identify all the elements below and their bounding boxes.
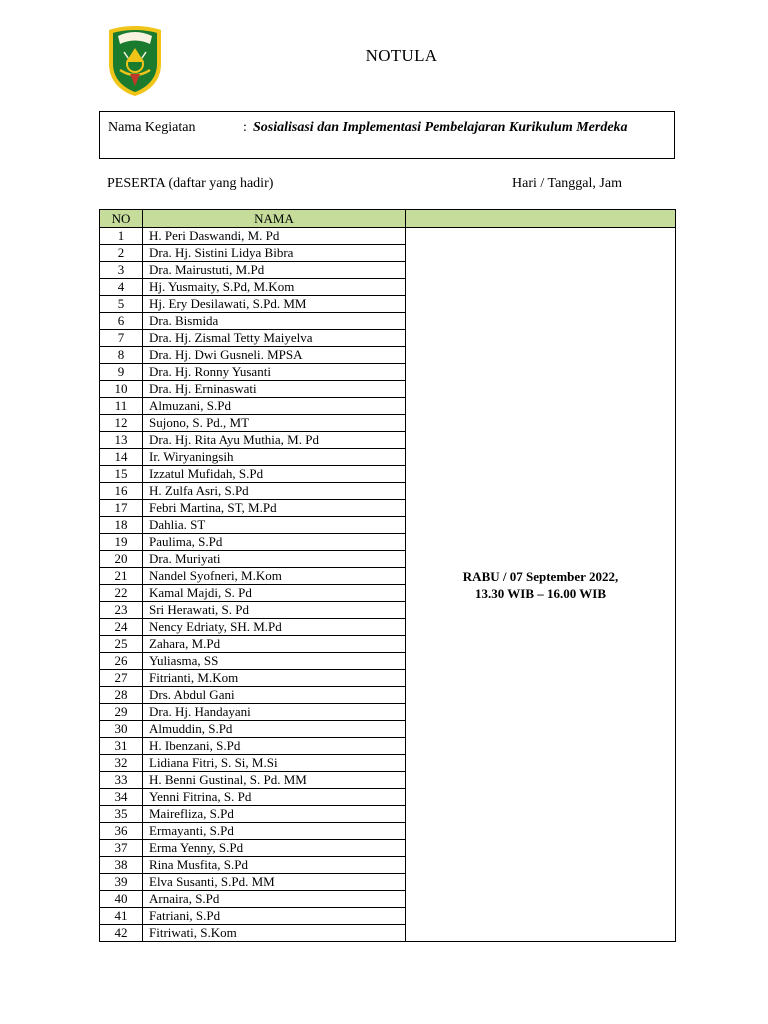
row-number: 42 [100,925,143,942]
row-number: 17 [100,500,143,517]
row-number: 34 [100,789,143,806]
row-number: 18 [100,517,143,534]
participant-name: Dra. Hj. Rita Ayu Muthia, M. Pd [143,432,406,449]
table-row [100,228,676,245]
participant-name: Izzatul Mufidah, S.Pd [143,466,406,483]
row-number: 16 [100,483,143,500]
column-header-no: NO [100,210,143,228]
column-header-date [406,210,676,228]
date-time-label: Hari / Tanggal, Jam [512,176,622,191]
participant-name: Fitrianti, M.Kom [143,670,406,687]
participant-name: Dra. Hj. Ronny Yusanti [143,364,406,381]
session-time: 13.30 WIB – 16.00 WIB [475,585,606,601]
row-number: 7 [100,330,143,347]
document-title: NOTULA [365,46,438,65]
participant-name: Arnaira, S.Pd [143,891,406,908]
row-number: 5 [100,296,143,313]
row-number: 10 [100,381,143,398]
participant-name: Zahara, M.Pd [143,636,406,653]
row-number: 22 [100,585,143,602]
participant-name: H. Benni Gustinal, S. Pd. MM [143,772,406,789]
participant-name: Dra. Muriyati [143,551,406,568]
activity-name: Sosialisasi dan Implementasi Pembelajaran Kurikulum Merdeka [253,120,628,135]
row-number: 15 [100,466,143,483]
participant-name: Almuzani, S.Pd [143,398,406,415]
participant-name: Yenni Fitrina, S. Pd [143,789,406,806]
participant-name: Sri Herawati, S. Pd [143,602,406,619]
row-number: 13 [100,432,143,449]
participant-name: H. Peri Daswandi, M. Pd [143,228,406,245]
session-date-cell [406,228,676,942]
row-number: 41 [100,908,143,925]
participant-name: Fatriani, S.Pd [143,908,406,925]
participant-name: Dra. Bismida [143,313,406,330]
activity-colon: : [243,120,247,135]
row-number: 39 [100,874,143,891]
participant-name: Lidiana Fitri, S. Si, M.Si [143,755,406,772]
row-number: 23 [100,602,143,619]
row-number: 31 [100,738,143,755]
participant-name: Rina Musfita, S.Pd [143,857,406,874]
row-number: 25 [100,636,143,653]
row-number: 28 [100,687,143,704]
row-number: 24 [100,619,143,636]
participant-name: Erma Yenny, S.Pd [143,840,406,857]
participant-name: Kamal Majdi, S. Pd [143,585,406,602]
participant-name: Yuliasma, SS [143,653,406,670]
participant-name: Almuddin, S.Pd [143,721,406,738]
participant-name: Ermayanti, S.Pd [143,823,406,840]
activity-label: Nama Kegiatan [108,120,196,135]
session-date: RABU / 07 September 2022, [462,568,619,584]
row-number: 4 [100,279,143,296]
attendance-body [100,228,676,942]
participant-name: Dra. Hj. Handayani [143,704,406,721]
row-number: 2 [100,245,143,262]
participant-name: Elva Susanti, S.Pd. MM [143,874,406,891]
participant-name: H. Ibenzani, S.Pd [143,738,406,755]
row-number: 32 [100,755,143,772]
row-number: 27 [100,670,143,687]
participant-name: Dra. Hj. Dwi Gusneli. MPSA [143,347,406,364]
participant-name: Drs. Abdul Gani [143,687,406,704]
row-number: 12 [100,415,143,432]
participant-name: Sujono, S. Pd., MT [143,415,406,432]
participant-name: Paulima, S.Pd [143,534,406,551]
participant-name: Nency Edriaty, SH. M.Pd [143,619,406,636]
participant-name: H. Zulfa Asri, S.Pd [143,483,406,500]
row-number: 35 [100,806,143,823]
row-number: 21 [100,568,143,585]
row-number: 38 [100,857,143,874]
row-number: 37 [100,840,143,857]
participant-name: Nandel Syofneri, M.Kom [143,568,406,585]
attendance-table [99,209,676,942]
participant-name: Dra. Hj. Zismal Tetty Maiyelva [143,330,406,347]
table-header-row [100,210,676,228]
row-number: 1 [100,228,143,245]
row-number: 11 [100,398,143,415]
row-number: 3 [100,262,143,279]
row-number: 9 [100,364,143,381]
row-number: 30 [100,721,143,738]
row-number: 33 [100,772,143,789]
participant-name: Dahlia. ST [143,517,406,534]
participant-name: Dra. Hj. Sistini Lidya Bibra [143,245,406,262]
participant-name: Dra. Hj. Erninaswati [143,381,406,398]
participant-name: Hj. Ery Desilawati, S.Pd. MM [143,296,406,313]
participant-name: Mairefliza, S.Pd [143,806,406,823]
row-number: 26 [100,653,143,670]
participants-label: PESERTA (daftar yang hadir) [107,176,274,191]
participant-name: Febri Martina, ST, M.Pd [143,500,406,517]
row-number: 6 [100,313,143,330]
participant-name: Hj. Yusmaity, S.Pd, M.Kom [143,279,406,296]
participant-name: Ir. Wiryaningsih [143,449,406,466]
activity-box [99,111,675,159]
row-number: 8 [100,347,143,364]
row-number: 20 [100,551,143,568]
row-number: 19 [100,534,143,551]
row-number: 40 [100,891,143,908]
row-number: 36 [100,823,143,840]
participant-name: Fitriwati, S.Kom [143,925,406,942]
row-number: 29 [100,704,143,721]
row-number: 14 [100,449,143,466]
participant-name: Dra. Mairustuti, M.Pd [143,262,406,279]
column-header-name: NAMA [143,210,406,228]
